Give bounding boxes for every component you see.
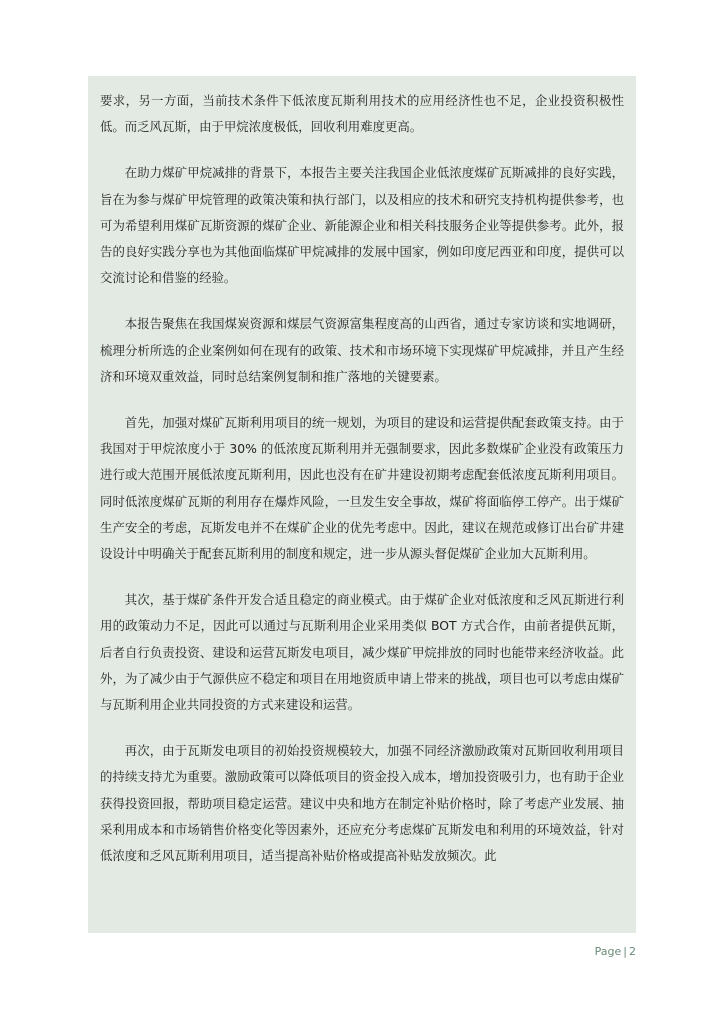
paragraph-second-recommendation: 其次，基于煤矿条件开发合适且稳定的商业模式。由于煤矿企业对低浓度和乏风瓦斯进行利用的政策动力不足，因此可以通过与瓦斯利用企业采用类似 BOT 方式合作，由前者提供瓦斯，后者自行负责投资、建设和运营瓦斯发电项目，减少煤矿甲烷排放的同时也能带来经济收益。此外，为了减少由于气源供应不稳定和项目在用地资质申请上带来的挑战，项目也可以考虑由煤矿与瓦斯利用企业共同投资的方式来建设和运营。 (100, 592, 624, 713)
page-label: Page (594, 945, 622, 958)
paragraph-continuation: 要求，另一方面，当前技术条件下低浓度瓦斯利用技术的应用经济性也不足，企业投资积极性低。而乏风瓦斯，由于甲烷浓度极低，回收利用难度更高。 (100, 93, 624, 135)
text-panel (88, 76, 636, 933)
paragraph-background: 在助力煤矿甲烷减排的背景下，本报告主要关注我国企业低浓度煤矿瓦斯减排的良好实践，旨在为参与煤矿甲烷管理的政策决策和执行部门，以及相应的技术和研究支持机构提供参考，也可为希望利用煤矿瓦斯资源的煤矿企业、新能源企业和相关科技服务企业等提供参考。此外，报告的良好实践分享也为其他面临煤矿甲烷减排的发展中国家，例如印度尼西亚和印度，提供可以交流讨论和借鉴的经验。 (100, 165, 624, 286)
page-footer (595, 945, 636, 958)
paragraph-scope: 本报告聚焦在我国煤炭资源和煤层气资源富集程度高的山西省，通过专家访谈和实地调研，梳理分析所选的企业案例如何在现有的政策、技术和市场环境下实现煤矿甲烷减排，并且产生经济和环境双重效益，同时总结案例复制和推广落地的关键要素。 (100, 316, 624, 384)
page-number: 2 (629, 945, 636, 958)
paragraph-third-recommendation: 再次，由于瓦斯发电项目的初始投资规模较大，加强不同经济激励政策对瓦斯回收利用项目的持续支持尤为重要。激励政策可以降低项目的资金投入成本，增加投资吸引力，也有助于企业获得投资回报，帮助项目稳定运营。建议中央和地方在制定补贴价格时，除了考虑产业发展、抽采利用成本和市场销售价格变化等因素外，还应充分考虑煤矿瓦斯发电和利用的环境效益，针对低浓度和乏风瓦斯利用项目，适当提高补贴价格或提高补贴发放频次。此 (100, 743, 624, 864)
page-separator: | (623, 945, 627, 958)
paragraph-first-recommendation: 首先，加强对煤矿瓦斯利用项目的统一规划，为项目的建设和运营提供配套政策支持。由于我国对于甲烷浓度小于 30% 的低浓度瓦斯利用并无强制要求，因此多数煤矿企业没有政策压力进行或大范围开展低浓度瓦斯利用，因此也没有在矿井建设初期考虑配套低浓度瓦斯利用项目。同时低浓度煤矿瓦斯的利用存在爆炸风险，一旦发生安全事故，煤矿将面临停工停产。出于煤矿生产安全的考虑，瓦斯发电并不在煤矿企业的优先考虑中。因此，建议在规范或修订出台矿井建设设计中明确关于配套瓦斯利用的制度和规定，进一步从源头督促煤矿企业加大瓦斯利用。 (100, 415, 624, 562)
